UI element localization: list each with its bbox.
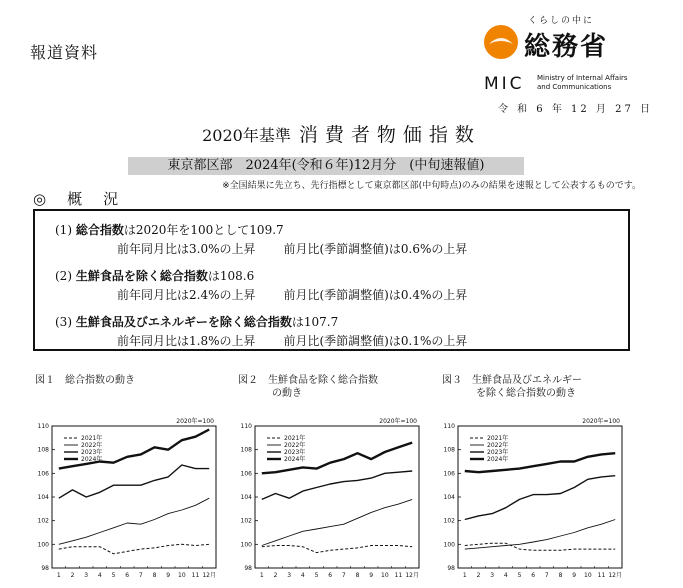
x-tick-label-3: 3 [287,572,292,579]
figure-3-chart [436,412,632,588]
plot-frame [255,426,419,568]
y-tick-label-108: 108 [240,446,252,454]
logo-circle [484,25,518,59]
figure-1-chart [30,412,226,588]
x-tick-label-9: 9 [369,572,374,579]
document-subtitle: 東京都区部 2024年(令和６年)12月分 (中旬速報値) [128,157,524,175]
base-note: 2020年=100 [379,418,417,425]
figure-2-chart [233,412,429,588]
title-main: 消費者物価指数 [298,124,481,146]
x-tick-label-8: 8 [558,572,563,579]
summary-item-1-line1: (1) 総合指数は2020年を100として109.7 [55,223,284,237]
series-line-2021年 [59,544,209,554]
legend-label-2021年: 2021年 [487,435,509,442]
plot-frame [52,426,216,568]
figure-1-title: 図１ 総合指数の動き [35,375,135,386]
y-tick-label-104: 104 [240,494,252,501]
summary-item-3-line2: 前年同月比は1.8%の上昇 前月比(季節調整値)は0.1%の上昇 [117,334,468,348]
legend-label-2024年: 2024年 [81,456,103,463]
y-tick-label-108: 108 [443,446,455,454]
summary-item-3-value: 107.7 [303,315,339,329]
y-tick-label-110: 110 [443,423,455,430]
y-tick-label-98: 98 [244,565,252,572]
x-tick-label-3: 3 [490,572,495,579]
x-tick-label-7: 7 [341,572,346,579]
summary-box [33,209,630,351]
y-tick-label-108: 108 [37,446,49,454]
summary-item-2-line1: (2) 生鮮食品を除く総合指数は108.6 [55,269,255,283]
legend-label-2022年: 2022年 [284,442,306,449]
x-tick-label-2: 2 [273,572,278,579]
x-tick-label-10: 10 [381,572,389,579]
y-tick-label-104: 104 [443,494,455,501]
legend-label-2022年: 2022年 [487,442,509,449]
y-tick-label-102: 102 [37,517,49,525]
x-tick-label-9: 9 [572,572,577,579]
x-tick-label-5: 5 [314,572,319,579]
mic-abbreviation: MIC [484,74,525,94]
x-tick-label-7: 7 [138,572,143,579]
base-note: 2020年=100 [582,418,620,425]
x-tick-label-12: 12月 [608,572,622,579]
series-line-2021年 [262,546,412,553]
y-tick-label-100: 100 [37,541,49,549]
legend-label-2024年: 2024年 [487,456,509,463]
series-line-2022年 [59,498,209,544]
legend-label-2023年: 2023年 [81,449,103,456]
overview-note: ※全国結果に先立ち、先行指標として東京都区部(中旬時点)のみの結果を速報として公表するものです。 [222,181,641,191]
summary-item-3-name: 生鮮食品及びエネルギーを除く総合指数 [75,315,292,329]
x-tick-label-8: 8 [152,572,157,579]
x-tick-label-12: 12月 [202,572,216,579]
summary-item-1-line2: 前年同月比は3.0%の上昇 前月比(季節調整値)は0.6%の上昇 [117,242,468,256]
x-tick-label-4: 4 [300,572,305,579]
y-tick-label-106: 106 [37,470,49,478]
overview-heading: ◎ 概 況 [33,190,122,208]
x-tick-label-6: 6 [531,572,536,579]
legend-label-2021年: 2021年 [81,435,103,442]
legend-label-2023年: 2023年 [284,449,306,456]
x-tick-label-2: 2 [70,572,75,579]
y-tick-label-100: 100 [443,541,455,549]
y-tick-label-110: 110 [37,423,49,430]
x-tick-label-1: 1 [462,572,467,579]
y-tick-label-102: 102 [240,517,252,525]
x-tick-label-7: 7 [544,572,549,579]
y-tick-label-110: 110 [240,423,252,430]
legend-label-2021年: 2021年 [284,435,306,442]
mic-english-name-line2: and Communications [537,83,612,91]
y-tick-label-106: 106 [240,470,252,478]
x-tick-label-11: 11 [597,572,606,579]
title-prefix: 2020年基準 [202,126,291,145]
series-line-2023年 [262,471,412,499]
x-tick-label-12: 12月 [405,572,419,579]
issue-date: 令 和 6 年 12 月 27 日 [497,104,653,115]
x-tick-label-6: 6 [328,572,333,579]
y-tick-label-100: 100 [240,541,252,549]
base-note: 2020年=100 [176,418,214,425]
x-tick-label-10: 10 [584,572,592,579]
y-tick-label-102: 102 [443,517,455,525]
ministry-name-logo: 総務省 [524,32,609,62]
x-tick-label-5: 5 [517,572,522,579]
series-line-2022年 [465,520,615,550]
document-title [0,120,683,147]
summary-item-3-line1: (3) 生鮮食品及びエネルギーを除く総合指数は107.7 [55,315,339,329]
legend-label-2022年: 2022年 [81,442,103,449]
x-tick-label-11: 11 [191,572,200,579]
x-tick-label-8: 8 [355,572,360,579]
x-tick-label-6: 6 [125,572,130,579]
series-line-2023年 [465,476,615,520]
summary-item-2-name: 生鮮食品を除く総合指数 [75,269,208,283]
x-tick-label-10: 10 [178,572,186,579]
series-line-2023年 [59,465,209,498]
x-tick-label-4: 4 [503,572,508,579]
ministry-logo-icon [483,24,519,60]
y-tick-label-104: 104 [37,494,49,501]
x-tick-label-11: 11 [394,572,403,579]
x-tick-label-3: 3 [84,572,89,579]
x-tick-label-9: 9 [166,572,171,579]
plot-frame [458,426,622,568]
press-release-label: 報道資料 [30,43,99,62]
summary-item-1-name: 総合指数 [75,223,124,237]
x-tick-label-2: 2 [476,572,481,579]
summary-item-2-line2: 前年同月比は2.4%の上昇 前月比(季節調整値)は0.4%の上昇 [117,288,468,302]
figure-3-title: 図３ 生鮮食品及びエネルギー を除く総合指数の動き [442,375,582,399]
legend-label-2023年: 2023年 [487,449,509,456]
x-tick-label-1: 1 [259,572,264,579]
x-tick-label-5: 5 [111,572,116,579]
x-tick-label-1: 1 [56,572,61,579]
y-tick-label-98: 98 [41,565,49,572]
legend-label-2024年: 2024年 [284,456,306,463]
figure-2-title: 図２ 生鮮食品を除く総合指数 の動き [238,375,378,399]
summary-item-2-value: 108.6 [219,269,255,283]
logo-tagline: くらしの中に [528,16,595,26]
summary-item-1-value: 109.7 [249,223,284,237]
y-tick-label-106: 106 [443,470,455,478]
y-tick-label-98: 98 [447,565,455,572]
x-tick-label-4: 4 [97,572,102,579]
series-line-2022年 [262,499,412,545]
mic-english-name-line1: Ministry of Internal Affairs [537,74,628,82]
